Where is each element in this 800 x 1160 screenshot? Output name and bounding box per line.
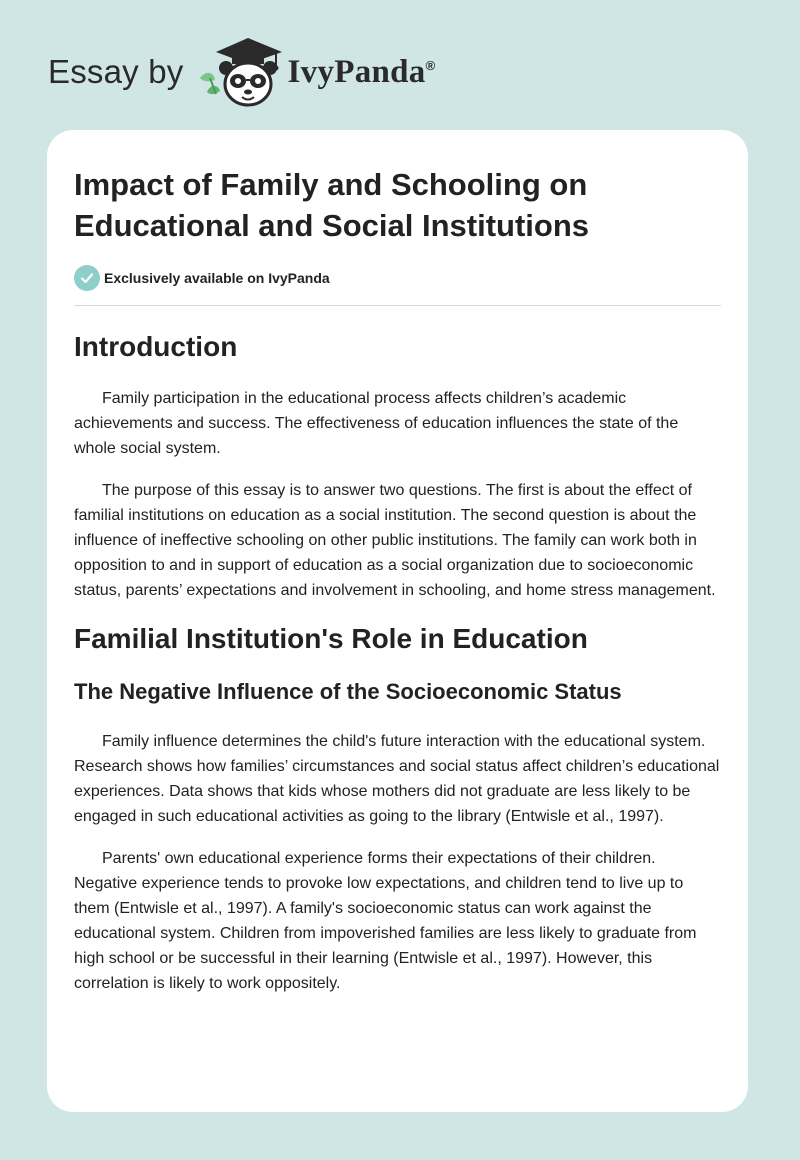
essay-card	[47, 130, 748, 1112]
panda-graduate-icon[interactable]	[198, 34, 284, 110]
badge-label: Exclusively available on IvyPanda	[104, 270, 330, 286]
paragraph: Parents' own educational experience forms their expectations of their children. Negative experience tends to provoke low expectations, and children tend to live up to them (Entwisle et al., 1997). A family's socioeconomic status can work against the educational system. Children from impoverished families are less likely to graduate from high school or be successful in their learning (Entwisle et al., 1997). However, this correlation is likely to work oppositely.	[74, 850, 697, 992]
paragraph: Family participation in the educational process affects children’s academic achievements and success. The effectiveness of education influences the state of the whole social system.	[74, 390, 679, 457]
check-circle-icon	[74, 265, 100, 291]
site-header	[48, 34, 436, 110]
ivypanda-logo-text[interactable]: IvyPanda®	[287, 53, 436, 90]
paragraph: The purpose of this essay is to answer two questions. The first is about the effect of familial institutions on education as a social institution. The second question is about the influence of ineffective schooling on other public institutions. The family can work both in opposition to and in support of education as a social organization due to socioeconomic status, parents’ expectations and involvement in schooling, and home stress management.	[74, 482, 716, 599]
exclusive-badge	[74, 264, 721, 292]
paragraph: Family influence determines the child's future interaction with the educational system. Research shows how families’ circumstances and social status affect children’s educational experiences. Data shows that kids whose mothers did not graduate are less likely to be engaged in such educational activities as going to the library (Entwisle et al., 1997).	[74, 733, 720, 825]
section-heading-introduction: Introduction	[74, 331, 238, 362]
subsection-heading-negative-influence: The Negative Influence of the Socioeconomic Status	[74, 679, 622, 704]
section-heading-familial-role: Familial Institution's Role in Education	[74, 623, 588, 654]
essay-by-label: Essay by	[48, 53, 184, 90]
essay-title: Impact of Family and Schooling on Educational and Social Institutions	[74, 167, 589, 243]
divider	[74, 305, 721, 306]
